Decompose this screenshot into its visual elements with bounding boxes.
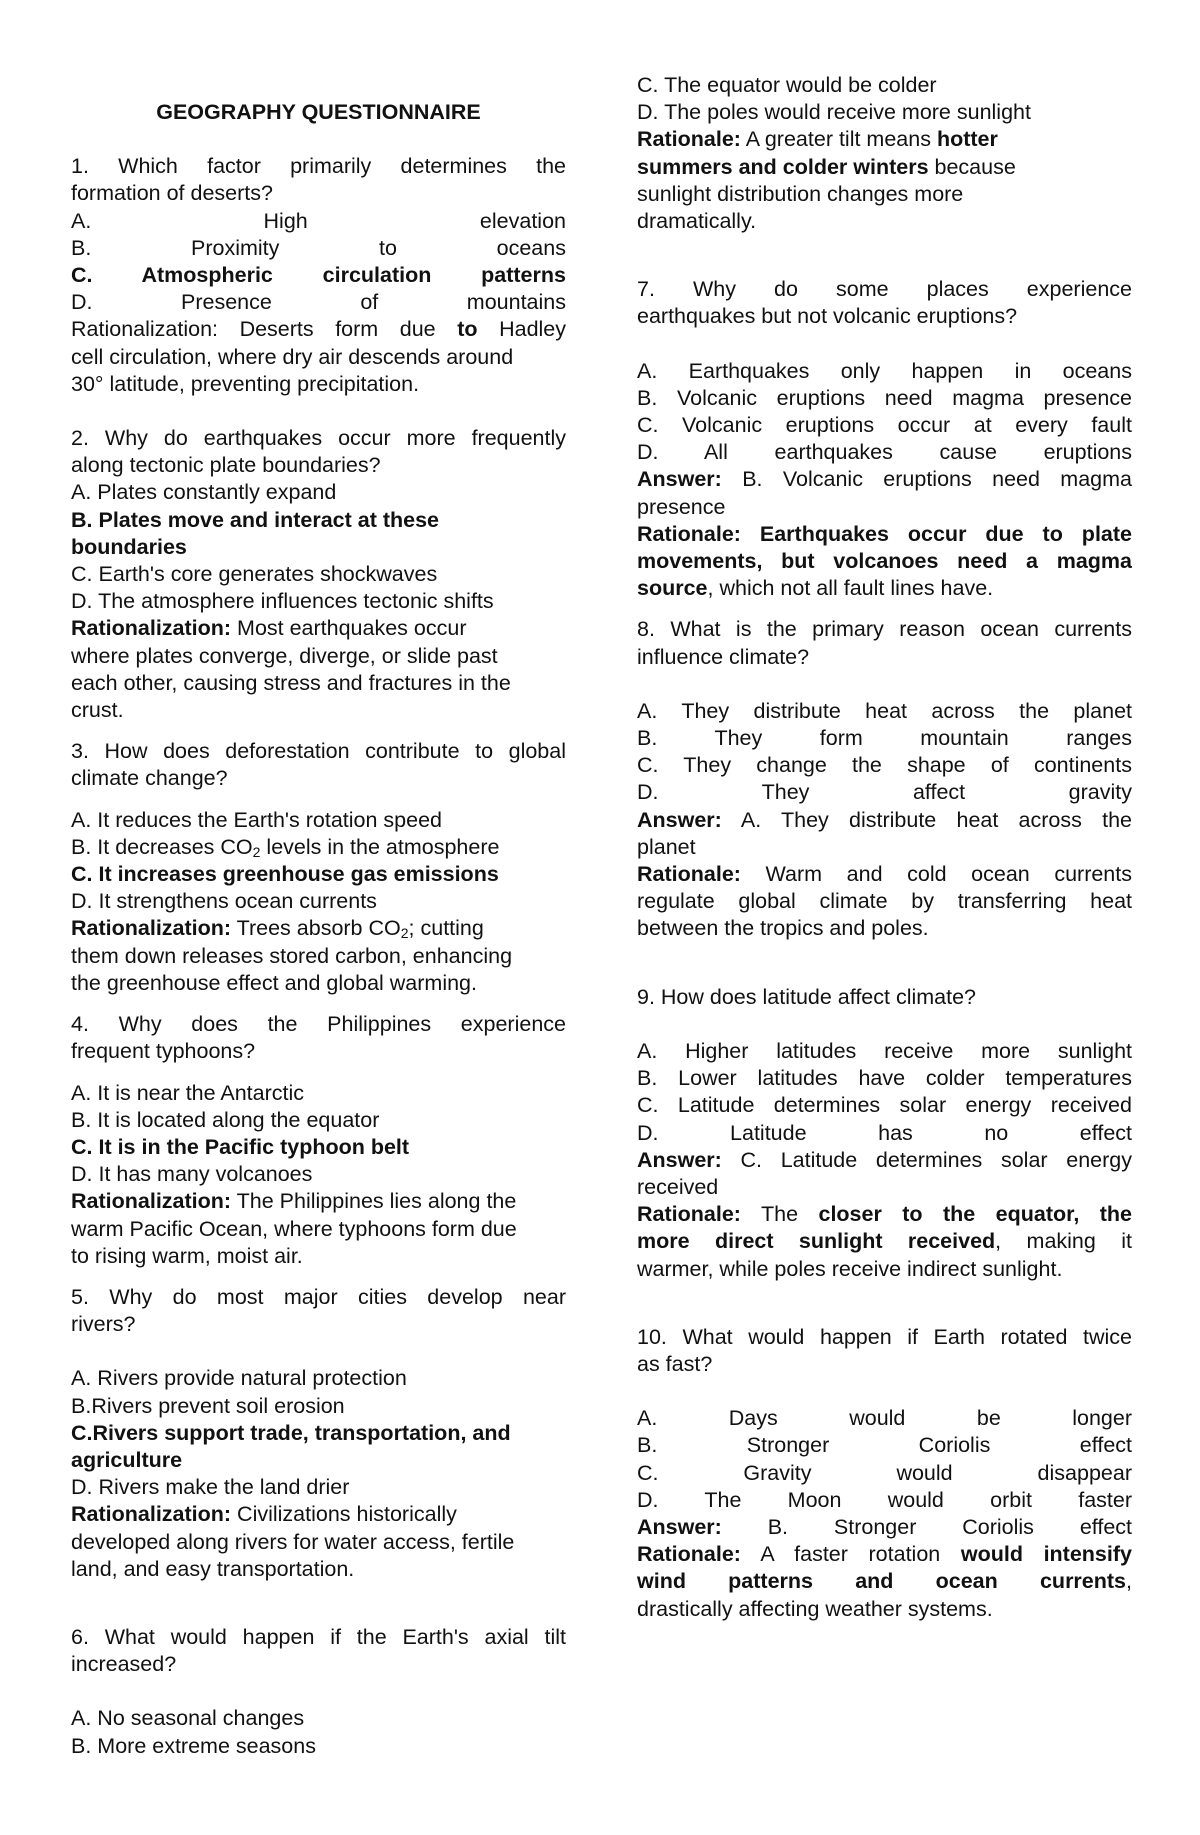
question-text: formation of deserts?: [71, 181, 273, 206]
option-d: D. It strengthens ocean currents: [71, 889, 377, 914]
rationale: Rationale: Earthquakes occur due to plate: [637, 521, 1132, 546]
option-d: D. Presence of mountains: [71, 290, 566, 315]
rationale: Rationale: The closer to the equator, the: [637, 1202, 1132, 1227]
question-text: 4. Why does the Philippines experience: [71, 1012, 566, 1037]
rationale: Rationale: A faster rotation would intensify: [637, 1542, 1132, 1567]
option-c-correct: C.Rivers support trade, transportation, and: [71, 1420, 511, 1445]
option-c-correct: agriculture: [71, 1447, 183, 1472]
rationale: between the tropics and poles.: [637, 916, 929, 941]
option-c-correct: C. Atmospheric circulation patterns: [71, 263, 566, 288]
option-d: D. It has many volcanoes: [71, 1162, 313, 1187]
option-b: B.Rivers prevent soil erosion: [71, 1393, 345, 1418]
question-text: 8. What is the primary reason ocean currents: [637, 617, 1132, 642]
option-a: A. No seasonal changes: [71, 1706, 305, 1731]
rationale: wind patterns and ocean currents,: [637, 1569, 1132, 1594]
option-b: B. They form mountain ranges: [637, 726, 1132, 751]
rationalization: cell circulation, where dry air descends around: [71, 344, 514, 369]
option-b: B. It is located along the equator: [71, 1107, 380, 1132]
option-b: B. Proximity to oceans: [71, 235, 566, 260]
option-c: C. The equator would be colder: [637, 73, 937, 97]
question-text: as fast?: [637, 1351, 713, 1376]
option-b-correct: B. Plates move and interact at these: [71, 507, 440, 532]
question-10: [637, 1324, 1132, 1623]
option-b: B. More extreme seasons: [71, 1733, 316, 1758]
rationale: more direct sunlight received, making it: [637, 1229, 1132, 1254]
rationale: movements, but volcanoes need a magma: [637, 549, 1132, 574]
option-c: C. Gravity would disappear: [637, 1460, 1132, 1485]
rationalization: Rationalization: Trees absorb $CO_2$; cutting: [71, 916, 484, 942]
question-text: frequent typhoons?: [71, 1039, 256, 1064]
option-a: A. Earthquakes only happen in oceans: [637, 358, 1132, 383]
question-6-continued: [637, 72, 1132, 235]
rationalization: Rationalization: Deserts form due to Hadley: [71, 317, 566, 342]
question-text: 2. Why do earthquakes occur more frequently: [71, 426, 566, 451]
rationalization: land, and easy transportation.: [71, 1556, 355, 1581]
left-column: [71, 72, 566, 1760]
question-text: 9. How does latitude affect climate?: [637, 984, 977, 1009]
answer: Answer: B. Stronger Coriolis effect: [637, 1514, 1132, 1539]
rationale: Rationale: A greater tilt means hotter: [637, 127, 998, 152]
question-text: 1. Which factor primarily determines the: [71, 154, 566, 179]
option-a: A. They distribute heat across the planet: [637, 698, 1132, 723]
question-text: 10. What would happen if Earth rotated twice: [637, 1324, 1132, 1349]
rationalization: to rising warm, moist air.: [71, 1243, 303, 1268]
rationale: warmer, while poles receive indirect sunlight.: [637, 1256, 1063, 1281]
right-column: [637, 72, 1132, 1623]
rationale: sunlight distribution changes more: [637, 181, 964, 206]
rationalization: developed along rivers for water access, fertile: [71, 1529, 515, 1554]
question-text: increased?: [71, 1652, 177, 1677]
option-d: D. Latitude has no effect: [637, 1120, 1132, 1145]
option-a: A. Days would be longer: [637, 1406, 1132, 1431]
question-9: [637, 984, 1132, 1283]
answer: Answer: C. Latitude determines solar energy: [637, 1147, 1132, 1172]
question-text: earthquakes but not volcanic eruptions?: [637, 304, 1018, 329]
option-b-correct: boundaries: [71, 534, 187, 559]
question-text: 6. What would happen if the Earth's axial tilt: [71, 1624, 566, 1649]
rationalization: where plates converge, diverge, or slide past: [71, 643, 498, 668]
question-text: rivers?: [71, 1312, 136, 1337]
option-a: A. Rivers provide natural protection: [71, 1366, 407, 1391]
question-7: [637, 276, 1132, 602]
rationalization: Rationalization: The Philippines lies along the: [71, 1189, 517, 1214]
answer: Answer: B. Volcanic eruptions need magma: [637, 467, 1132, 492]
rationalization: 30° latitude, preventing precipitation.: [71, 371, 420, 396]
option-d: D. Rivers make the land drier: [71, 1475, 350, 1500]
option-c: C. Latitude determines solar energy received: [637, 1093, 1132, 1118]
question-4: [71, 1011, 566, 1270]
rationale: dramatically.: [637, 209, 757, 234]
question-1: [71, 153, 566, 398]
rationale: regulate global climate by transferring heat: [637, 889, 1132, 914]
question-text: climate change?: [71, 766, 228, 791]
rationalization: warm Pacific Ocean, where typhoons form due: [71, 1216, 517, 1241]
option-c-correct: C. It increases greenhouse gas emissions: [71, 862, 499, 887]
question-6: [71, 1624, 566, 1760]
option-a: A. It is near the Antarctic: [71, 1080, 305, 1105]
option-b: B. It decreases $CO_2$ levels in the atmosphere: [71, 834, 500, 860]
answer: presence: [637, 494, 726, 519]
option-b: B. Volcanic eruptions need magma presence: [637, 385, 1132, 410]
rationalization: them down releases stored carbon, enhancing: [71, 943, 513, 968]
answer: Answer: A. They distribute heat across the: [637, 807, 1132, 832]
option-c: C. Volcanic eruptions occur at every fault: [637, 413, 1132, 438]
answer: received: [637, 1174, 719, 1199]
rationale: summers and colder winters because: [637, 154, 1016, 179]
option-d: D. The Moon would orbit faster: [637, 1487, 1132, 1512]
option-d: D. All earthquakes cause eruptions: [637, 440, 1132, 465]
option-d: D. The poles would receive more sunlight: [637, 100, 1031, 125]
rationale: source, which not all fault lines have.: [637, 576, 994, 601]
rationale: Rationale: Warm and cold ocean currents: [637, 862, 1132, 887]
question-text: influence climate?: [637, 644, 810, 669]
option-a: A. Higher latitudes receive more sunlight: [637, 1038, 1132, 1063]
question-3: [71, 738, 566, 997]
question-8: [637, 616, 1132, 942]
question-text: 5. Why do most major cities develop near: [71, 1284, 566, 1309]
option-b: B. Stronger Coriolis effect: [637, 1433, 1132, 1458]
rationalization: each other, causing stress and fractures in the: [71, 670, 511, 695]
option-b: B. Lower latitudes have colder temperatures: [637, 1066, 1132, 1091]
rationalization: Rationalization: Most earthquakes occur: [71, 616, 467, 641]
question-2: [71, 425, 566, 724]
rationale: drastically affecting weather systems.: [637, 1596, 993, 1621]
option-a: A. Plates constantly expand: [71, 480, 337, 505]
question-text: 3. How does deforestation contribute to global: [71, 739, 566, 764]
rationalization: crust.: [71, 698, 124, 723]
question-5: [71, 1284, 566, 1583]
option-d: D. The atmosphere influences tectonic shifts: [71, 589, 494, 614]
page-title: GEOGRAPHY QUESTIONNAIRE: [156, 100, 481, 124]
option-a: A. High elevation: [71, 208, 566, 233]
option-a: A. It reduces the Earth's rotation speed: [71, 807, 443, 832]
question-text: 7. Why do some places experience: [637, 277, 1132, 302]
option-c: C. They change the shape of continents: [637, 753, 1132, 778]
option-c: C. Earth's core generates shockwaves: [71, 562, 438, 587]
rationalization: Rationalization: Civilizations historically: [71, 1502, 457, 1527]
option-c-correct: C. It is in the Pacific typhoon belt: [71, 1134, 410, 1159]
answer: planet: [637, 834, 696, 859]
rationalization: the greenhouse effect and global warming.: [71, 970, 477, 995]
option-d: D. They affect gravity: [637, 780, 1132, 805]
question-text: along tectonic plate boundaries?: [71, 453, 381, 478]
